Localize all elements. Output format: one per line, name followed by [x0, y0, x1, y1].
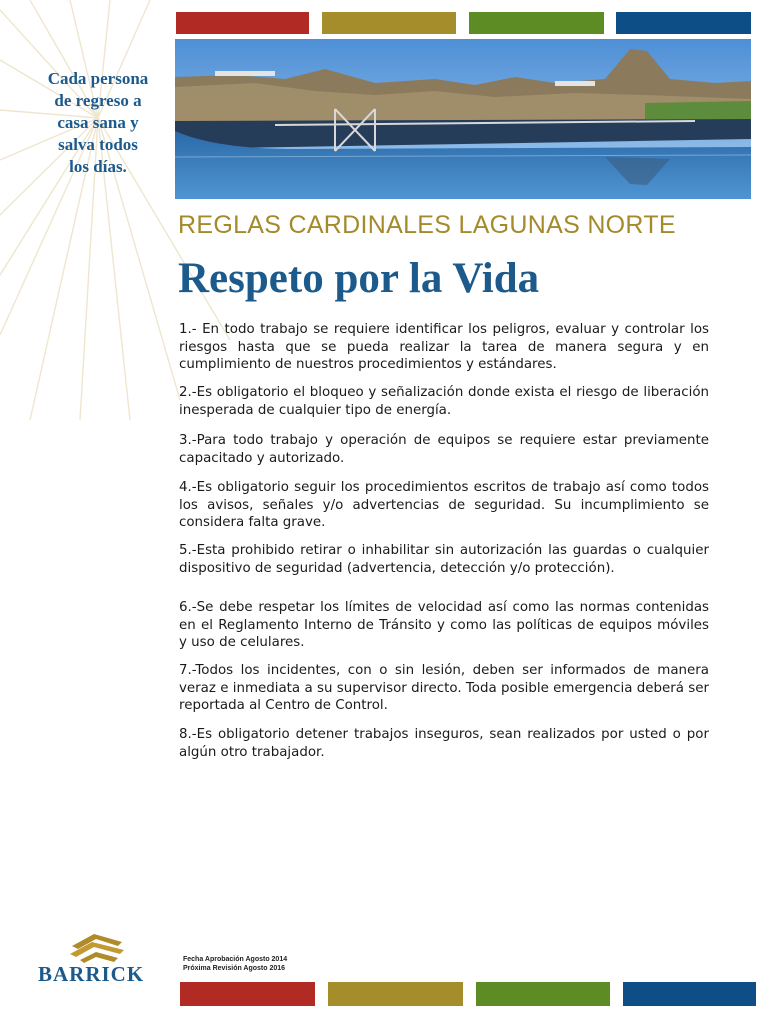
barrick-logo-text: BARRICK	[38, 962, 145, 986]
rule-item: 5.-Esta prohibido retirar o inhabilitar sin autorización las guardas o cualquier dispositivo de seguridad (advertencia, detección y/o protección).	[179, 543, 709, 576]
motto	[30, 68, 166, 178]
rule-item: 7.-Todos los incidentes, con o sin lesión, deben ser informados de manera veraz e inmediata a su supervisor directo. Toda posible emergencia deberá ser reportada al Centro de Control.	[179, 663, 709, 714]
header-photo-lagoon	[175, 39, 751, 199]
rule-item: 3.-Para todo trabajo y operación de equipos se requiere estar previamente capacitado y autorizado.	[179, 433, 709, 466]
rule-item: 4.-Es obligatorio seguir los procedimientos escritos de trabajo así como todos los avisos, señales y/o advertencias de seguridad. Su incumplimiento se considera falta grave.	[179, 480, 709, 531]
top-bar-gold	[322, 12, 456, 34]
top-bar-red	[176, 12, 309, 34]
revision-date: Próxima Revisión Agosto 2016	[183, 965, 286, 972]
motto-line: de regreso a	[54, 91, 142, 110]
bottom-bar-red	[180, 982, 315, 1006]
rule-item: 8.-Es obligatorio detener trabajos inseguros, sean realizados por usted o por algún otro trabajador.	[179, 727, 709, 760]
motto-line: los días.	[69, 157, 127, 176]
motto-line: salva todos	[58, 135, 138, 154]
bottom-bar-green	[476, 982, 610, 1006]
page-subtitle: REGLAS CARDINALES LAGUNAS NORTE	[178, 211, 676, 239]
rule-item: 2.-Es obligatorio el bloqueo y señalización donde exista el riesgo de liberación inesperada de cualquier tipo de energía.	[179, 385, 709, 418]
top-bar-green	[469, 12, 604, 34]
bottom-bar-gold	[328, 982, 463, 1006]
page-title: Respeto por la Vida	[178, 255, 540, 302]
top-bar-blue	[616, 12, 751, 34]
motto-line: casa sana y	[57, 113, 139, 132]
approval-date: Fecha Aprobación Agosto 2014	[183, 956, 288, 963]
rule-item: 1.- En todo trabajo se requiere identificar los peligros, evaluar y controlar los riesgos hasta que se pueda realizar la tarea de manera segura y en cumplimiento de nuestros procedimientos y estándares.	[179, 322, 709, 373]
footer-dates	[183, 955, 287, 973]
bottom-bar-blue	[623, 982, 756, 1006]
barrick-gold-bars-icon	[66, 930, 130, 964]
motto-line: Cada persona	[47, 69, 149, 88]
rule-item: 6.-Se debe respetar los límites de velocidad así como las normas contenidas en el Reglamento Interno de Tránsito y como las políticas de equipos móviles y uso de celulares.	[179, 600, 709, 651]
